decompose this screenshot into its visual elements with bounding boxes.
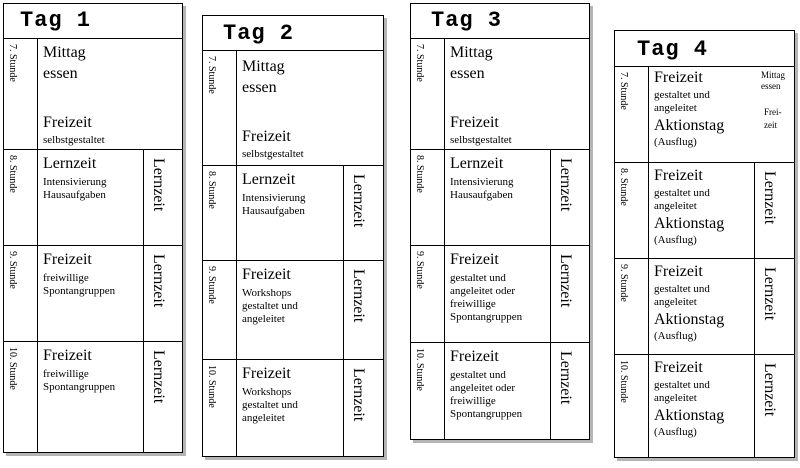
period-label: 10. Stunde — [615, 355, 649, 457]
period-row — [615, 163, 794, 259]
day-card-tag1 — [3, 3, 183, 453]
period-content: Freizeit gestaltet und angeleitet Aktionstag (Ausflug) — [654, 359, 725, 438]
period-content: Freizeit gestaltet und angeleitet Aktionstag (Ausflug) — [654, 69, 725, 148]
day-card-tag4 — [614, 30, 795, 458]
period-content: Mittag essen Freizeit selbstgestaltet — [450, 44, 512, 146]
side-label: Lernzeit — [143, 246, 182, 341]
period-label: 7. Stunde — [615, 67, 649, 162]
period-row — [203, 261, 383, 360]
period-content: Freizeit Workshops gestaltet und angeleitet — [242, 266, 298, 325]
period-content: Freizeit gestaltet und angeleitet oder freiwillige Spontangruppen — [450, 348, 523, 420]
period-row — [411, 150, 589, 246]
day-card-tag3 — [410, 3, 590, 440]
period-content: Freizeit gestaltet und angeleitet Aktionstag (Ausflug) — [654, 263, 725, 342]
period-label: 7. Stunde — [4, 39, 38, 149]
period-label: 8. Stunde — [203, 166, 237, 260]
period-label: 8. Stunde — [411, 150, 445, 245]
period-content: Lernzeit Intensivierung Hausaufgaben — [43, 155, 107, 201]
period-label: 9. Stunde — [203, 261, 237, 359]
side-label: Lernzeit — [754, 259, 794, 354]
side-label: Lernzeit — [550, 246, 589, 342]
side-label: Lernzeit — [550, 150, 589, 245]
period-label: 7. Stunde — [411, 39, 445, 149]
period-row — [615, 67, 794, 163]
period-label: 7. Stunde — [203, 51, 237, 165]
period-content: Mittag essen Freizeit selbstgestaltet — [43, 44, 105, 146]
period-row — [4, 342, 182, 452]
period-content: Mittag essen Freizeit selbstgestaltet — [242, 58, 304, 160]
period-content: Lernzeit Intensivierung Hausaufgaben — [242, 171, 306, 217]
period-row — [4, 150, 182, 246]
period-row — [411, 39, 589, 150]
period-content: Lernzeit Intensivierung Hausaufgaben — [450, 155, 514, 201]
day-card-tag2 — [202, 15, 384, 457]
side-label: Lernzeit — [143, 150, 182, 245]
period-label: 9. Stunde — [4, 246, 38, 341]
side-label: Lernzeit — [754, 163, 794, 258]
period-row — [4, 246, 182, 342]
period-label: 10. Stunde — [203, 360, 237, 457]
side-label: Lernzeit — [550, 343, 589, 440]
period-label: 8. Stunde — [4, 150, 38, 245]
day-title: Tag 2 — [203, 16, 383, 51]
side-label: Lernzeit — [754, 355, 794, 457]
day-title: Tag 4 — [615, 31, 794, 67]
period-row — [4, 39, 182, 150]
period-content: Freizeit gestaltet und angeleitet Aktionstag (Ausflug) — [654, 167, 725, 246]
day-title: Tag 3 — [411, 4, 589, 39]
period-label: 10. Stunde — [4, 342, 38, 452]
period-label: 8. Stunde — [615, 163, 649, 258]
side-label: Lernzeit — [343, 166, 383, 260]
period-content: Freizeit freiwillige Spontangruppen — [43, 251, 116, 297]
period-label: 10. Stunde — [411, 343, 445, 440]
period-row — [411, 246, 589, 343]
period-content: Freizeit Workshops gestaltet und angeleitet — [242, 365, 298, 424]
period-content: Freizeit freiwillige Spontangruppen — [43, 347, 116, 393]
period-content: Freizeit gestaltet und angeleitet oder freiwillige Spontangruppen — [450, 251, 523, 323]
side-label: Lernzeit — [343, 360, 383, 457]
period-row — [615, 355, 794, 457]
lunch-note: Mittag essen Frei- zeit — [761, 70, 785, 130]
period-row — [615, 259, 794, 355]
side-label: Lernzeit — [143, 342, 182, 452]
side-label: Lernzeit — [343, 261, 383, 359]
period-label: 9. Stunde — [615, 259, 649, 354]
period-label: 9. Stunde — [411, 246, 445, 342]
period-row — [203, 51, 383, 166]
period-row — [203, 166, 383, 261]
period-row — [203, 360, 383, 457]
period-row — [411, 343, 589, 440]
day-title: Tag 1 — [4, 4, 182, 39]
